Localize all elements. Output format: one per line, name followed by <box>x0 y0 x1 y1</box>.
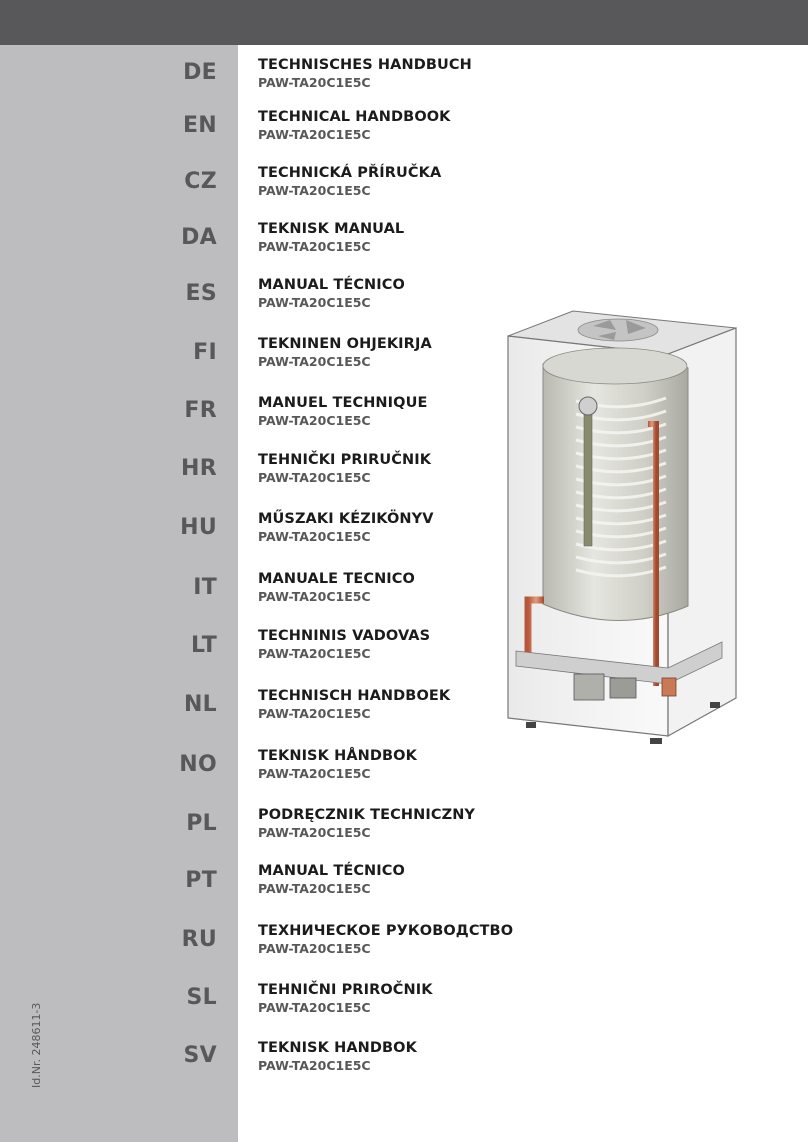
model-number: PAW-TA20C1E5C <box>258 646 371 661</box>
lang-code-it: IT <box>193 575 217 600</box>
lang-code-pt: PT <box>185 868 217 893</box>
lang-code-da: DA <box>181 225 217 250</box>
manual-title: TEKNISK MANUAL <box>258 221 405 237</box>
model-number: PAW-TA20C1E5C <box>258 183 371 198</box>
manual-title: MANUAL TÉCNICO <box>258 863 405 879</box>
lang-code-ru: RU <box>181 927 217 952</box>
manual-title: TEHNIČNI PRIROČNIK <box>258 982 433 998</box>
lang-code-nl: NL <box>183 692 217 717</box>
lang-code-sv: SV <box>183 1043 217 1068</box>
model-number: PAW-TA20C1E5C <box>258 881 371 896</box>
model-number: PAW-TA20C1E5C <box>258 1000 371 1015</box>
lang-code-sl: SL <box>186 985 217 1010</box>
model-number: PAW-TA20C1E5C <box>258 706 371 721</box>
model-number: PAW-TA20C1E5C <box>258 941 371 956</box>
manual-title: TEKNISK HANDBOK <box>258 1040 417 1056</box>
lang-entry-sl <box>258 981 558 1017</box>
model-number: PAW-TA20C1E5C <box>258 75 371 90</box>
model-number: PAW-TA20C1E5C <box>258 589 371 604</box>
model-number: PAW-TA20C1E5C <box>258 529 371 544</box>
header-bar <box>0 0 808 45</box>
model-number: PAW-TA20C1E5C <box>258 354 371 369</box>
manual-title: TEKNISK HÅNDBOK <box>258 748 417 764</box>
lang-entry-de <box>258 56 558 92</box>
lang-code-es: ES <box>185 281 217 306</box>
lang-entry-sv <box>258 1039 558 1075</box>
lang-entry-pl <box>258 806 558 842</box>
lang-entry-da <box>258 220 558 256</box>
lang-code-fr: FR <box>184 398 217 423</box>
lang-code-no: NO <box>179 752 217 777</box>
manual-title: TECHNINIS VADOVAS <box>258 628 431 644</box>
model-number: PAW-TA20C1E5C <box>258 470 371 485</box>
model-number: PAW-TA20C1E5C <box>258 825 371 840</box>
model-number: PAW-TA20C1E5C <box>258 1058 371 1073</box>
manual-title: PODRĘCZNIK TECHNICZNY <box>258 807 476 823</box>
lang-code-fi: FI <box>193 340 217 365</box>
manual-title: TECHNISCH HANDBOEK <box>258 688 451 704</box>
lang-code-hr: HR <box>181 456 217 481</box>
manual-title: MANUALE TECNICO <box>258 571 415 587</box>
model-number: PAW-TA20C1E5C <box>258 766 371 781</box>
lang-entry-en <box>258 108 558 144</box>
model-number: PAW-TA20C1E5C <box>258 413 371 428</box>
manual-title: TECHNICKÁ PŘÍRUČKA <box>258 165 442 181</box>
heat-pump-tank-illustration <box>498 306 738 746</box>
model-number: PAW-TA20C1E5C <box>258 239 371 254</box>
lang-code-hu: HU <box>180 515 217 540</box>
manual-title: ТЕХНИЧЕСКОЕ РУКОВОДСТВО <box>258 923 514 939</box>
lang-code-lt: LT <box>191 633 217 658</box>
manual-title: MANUEL TECHNIQUE <box>258 395 428 411</box>
lang-entry-cz <box>258 164 558 200</box>
lang-code-de: DE <box>183 60 217 85</box>
model-number: PAW-TA20C1E5C <box>258 295 371 310</box>
manual-title: TEKNINEN OHJEKIRJA <box>258 336 432 352</box>
manual-title: TECHNICAL HANDBOOK <box>258 109 451 125</box>
model-number: PAW-TA20C1E5C <box>258 127 371 142</box>
lang-entry-no <box>258 747 558 783</box>
id-number: Id.Nr. 248611-3 <box>30 1002 43 1088</box>
lang-code-cz: CZ <box>184 169 217 194</box>
lang-entry-ru <box>258 922 558 958</box>
lang-code-pl: PL <box>186 811 217 836</box>
lang-entry-pt <box>258 862 558 898</box>
manual-title: MANUAL TÉCNICO <box>258 277 405 293</box>
lang-code-en: EN <box>182 113 217 138</box>
manual-title: TECHNISCHES HANDBUCH <box>258 57 472 73</box>
manual-title: MŰSZAKI KÉZIKÖNYV <box>258 511 434 527</box>
manual-title: TEHNIČKI PRIRUČNIK <box>258 452 432 468</box>
